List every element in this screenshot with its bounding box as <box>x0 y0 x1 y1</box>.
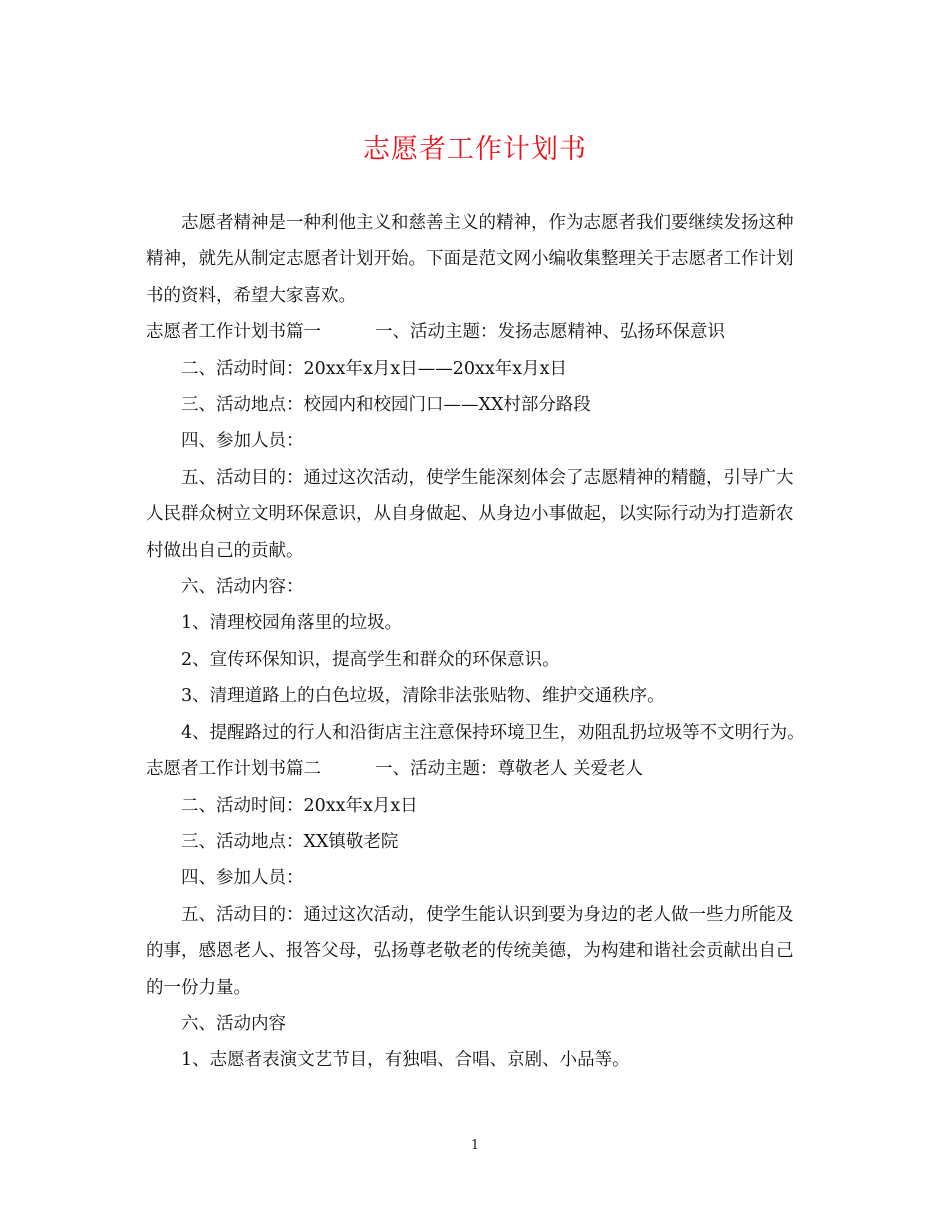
section1-item-1: 1、清理校园角落里的垃圾。 <box>181 613 403 634</box>
section1-theme: 一、活动主题：发扬志愿精神、弘扬环保意识 <box>375 322 725 343</box>
section1-content-heading: 六、活动内容： <box>181 577 304 598</box>
section1-item-3: 3、清理道路上的白色垃圾，清除非法张贴物、维护交通秩序。 <box>181 686 665 707</box>
section2-theme: 一、活动主题：尊敬老人 关爱老人 <box>375 759 644 780</box>
document-body <box>146 205 810 1079</box>
section2-content-heading: 六、活动内容 <box>181 1013 286 1034</box>
section2-time: 二、活动时间：20xx年x月x日 <box>181 795 418 816</box>
section2-people: 四、参加人员： <box>181 868 304 889</box>
section1-time: 二、活动时间：20xx年x月x日——20xx年x月x日 <box>181 358 567 379</box>
section1-heading-line <box>146 314 810 350</box>
document-title: 志愿者工作计划书 <box>363 134 587 165</box>
section1-place: 三、活动地点：校园内和校园门口——XX村部分路段 <box>181 395 591 416</box>
section2-heading: 志愿者工作计划书篇二 <box>146 759 321 780</box>
section2-item-1: 1、志愿者表演文艺节目，有独唱、合唱、京剧、小品等。 <box>181 1050 630 1071</box>
section2-place: 三、活动地点：XX镇敬老院 <box>181 831 399 852</box>
page-number: 1 <box>470 1138 480 1153</box>
section1-people: 四、参加人员： <box>181 431 304 452</box>
section2-purpose: 五、活动目的：通过这次活动，使学生能认识到要为身边的老人做一些力所能及的事，感恩老人、报答父母，弘扬尊老敬老的传统美德，为构建和谐社会贡献出自己的一份力量。 <box>146 904 794 998</box>
section1-item-4: 4、提醒路过的行人和沿街店主注意保持环境卫生，劝阻乱扔垃圾等不文明行为。 <box>181 722 805 743</box>
intro-paragraph: 志愿者精神是一种利他主义和慈善主义的精神，作为志愿者我们要继续发扬这种精神，就先从制定志愿者计划开始。下面是范文网小编收集整理关于志愿者工作计划书的资料，希望大家喜欢。 <box>146 213 794 306</box>
section1-item-2: 2、宣传环保知识，提高学生和群众的环保意识。 <box>181 649 560 670</box>
section1-heading: 志愿者工作计划书篇一 <box>146 322 321 343</box>
section1-purpose: 五、活动目的：通过这次活动，使学生能深刻体会了志愿精神的精髓，引导广大人民群众树立文明环保意识，从自身做起、从身边小事做起，以实际行动为打造新农村做出自己的贡献。 <box>146 467 794 561</box>
section2-heading-line <box>146 751 810 787</box>
